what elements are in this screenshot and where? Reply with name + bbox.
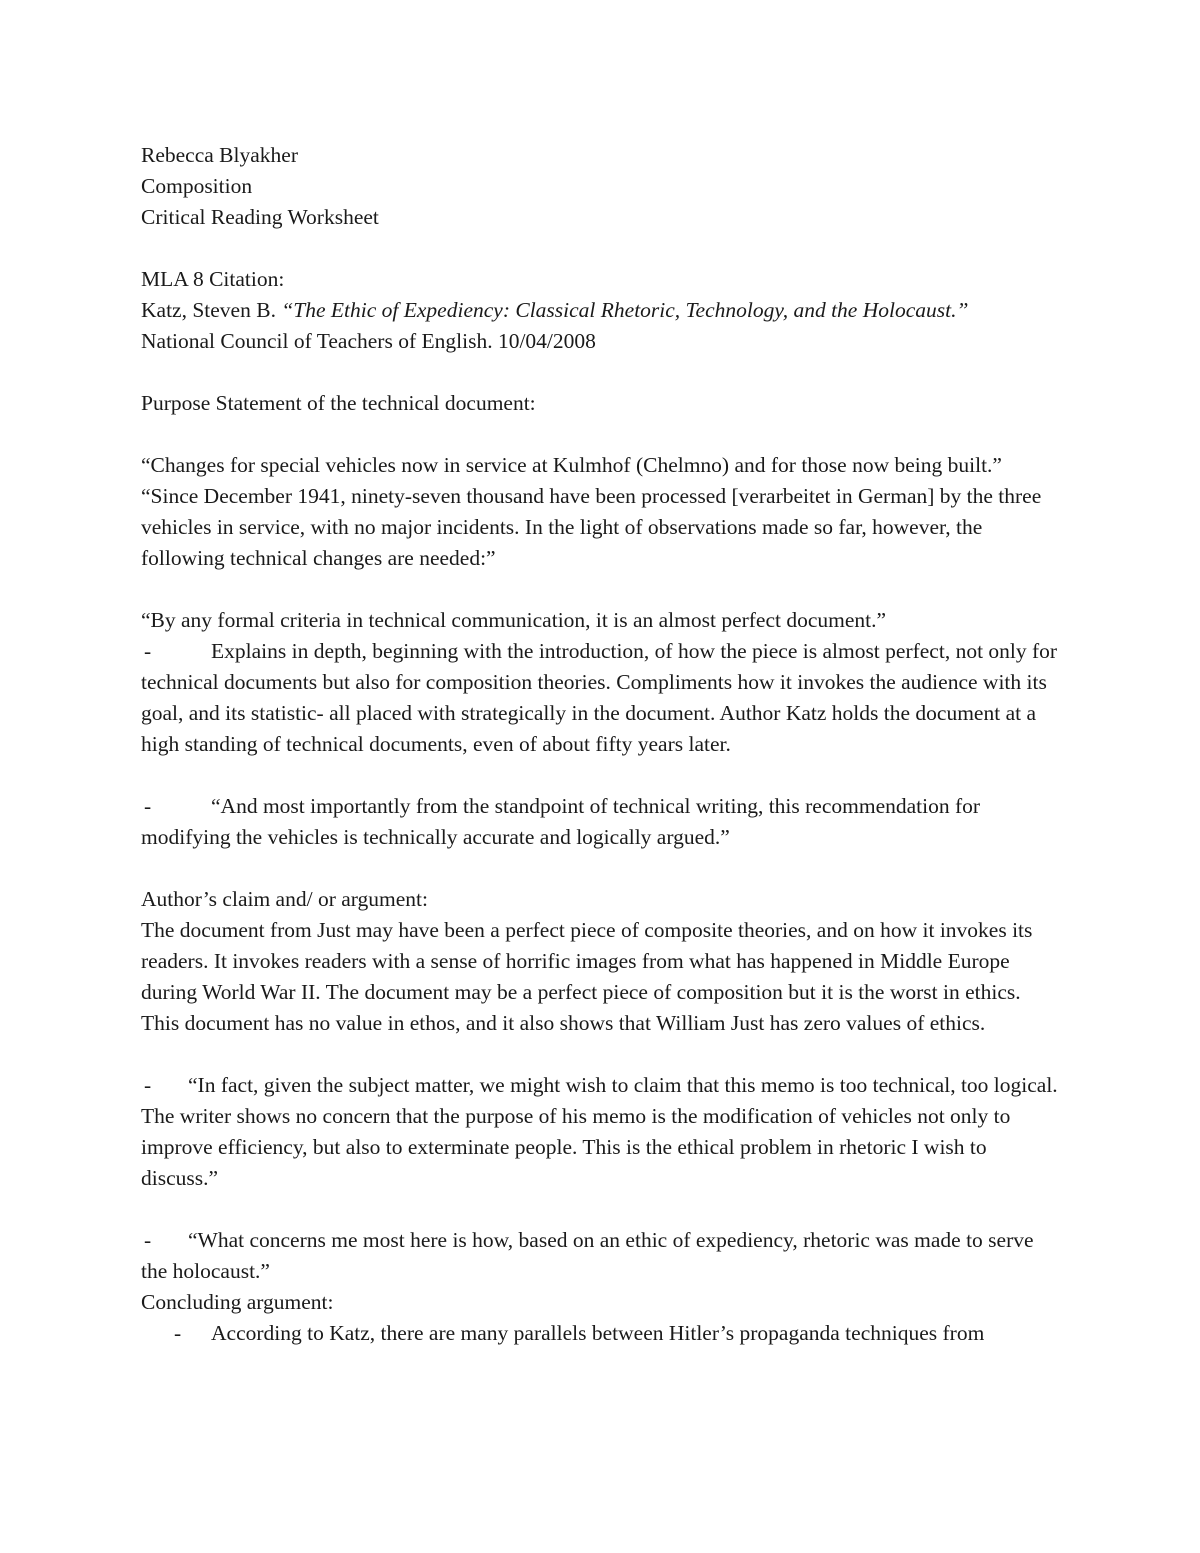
claim-bullet-1-text: “In fact, given the subject matter, we might wish to claim that this memo is too technical, too logical. The writer shows no concern that the purpose of his memo is the modification of vehicles not only to improve efficiency, but also to exterminate people. This is the ethical problem in rhetoric I wish to discuss.” <box>141 1073 1058 1190</box>
citation-entry <box>141 295 1061 326</box>
citation-author: Katz, Steven B. <box>141 298 276 322</box>
spacer <box>141 1039 1061 1070</box>
claim-bullet-1 <box>141 1070 1061 1194</box>
claim-bullet-2-text: “What concerns me most here is how, based on an ethic of expediency, rhetoric was made to serve the holocaust.” <box>141 1228 1034 1283</box>
purpose-quote-3: “By any formal criteria in technical communication, it is an almost perfect document.” <box>141 608 887 632</box>
purpose-quote-2: “Since December 1941, ninety-seven thousand have been processed [verarbeitet in German] by the three vehicles in service, with no major incidents. In the light of observations made so far, however, the following technical changes are needed:” <box>141 484 1042 570</box>
author-name: Rebecca Blyakher <box>141 143 298 167</box>
spacer <box>141 760 1061 791</box>
dash-marker: - <box>144 1073 152 1097</box>
purpose-bullet-1 <box>141 636 1061 760</box>
purpose-bullet-2-text: “And most importantly from the standpoint of technical writing, this recommendation for modifying the vehicles is technically accurate and logically argued.” <box>141 794 981 849</box>
dash-marker: - <box>144 794 152 818</box>
assignment-title: Critical Reading Worksheet <box>141 205 379 229</box>
claim-body: The document from Just may have been a perfect piece of composite theories, and on how it invokes its readers. It invokes readers with a sense of horrific images from what has happened in Middle Europe during World War II. The document may be a perfect piece of composition but it is the worst in ethics. This document has no value in ethos, and it also shows that William Just has zero values of ethics. <box>141 918 1033 1035</box>
citation-title: “The Ethic of Expediency: Classical Rhetoric, Technology, and the Holocaust.” <box>281 298 969 322</box>
spacer <box>141 357 1061 388</box>
dash-marker: - <box>144 1228 152 1252</box>
course-name: Composition <box>141 174 253 198</box>
spacer <box>141 574 1061 605</box>
claim-bullet-2 <box>141 1225 1061 1287</box>
citation-publisher-date: National Council of Teachers of English. 10/04/2008 <box>141 329 596 353</box>
claim-heading: Author’s claim and/ or argument: <box>141 887 429 911</box>
spacer <box>141 419 1061 450</box>
purpose-bullet-2 <box>141 791 1061 853</box>
conclusion-bullet-1 <box>141 1318 1061 1349</box>
spacer <box>141 1194 1061 1225</box>
conclusion-heading: Concluding argument: <box>141 1290 334 1314</box>
spacer <box>141 853 1061 884</box>
document-body <box>141 140 1061 1349</box>
purpose-bullet-1-text: Explains in depth, beginning with the introduction, of how the piece is almost perfect, not only for technical documents but also for composition theories. Compliments how it invokes the audience with its goal, and its statistic- all placed with strategically in the document. Author Katz holds the document at a high standing of technical documents, even of about fifty years later. <box>141 639 1058 756</box>
spacer <box>141 233 1061 264</box>
purpose-heading: Purpose Statement of the technical document: <box>141 391 536 415</box>
citation-heading: MLA 8 Citation: <box>141 267 285 291</box>
dash-marker: - <box>174 1321 182 1345</box>
purpose-quote-1: “Changes for special vehicles now in service at Kulmhof (Chelmno) and for those now being built.” <box>141 453 1002 477</box>
conclusion-bullet-1-text: According to Katz, there are many parallels between Hitler’s propaganda techniques from <box>211 1321 985 1345</box>
dash-marker: - <box>144 639 152 663</box>
